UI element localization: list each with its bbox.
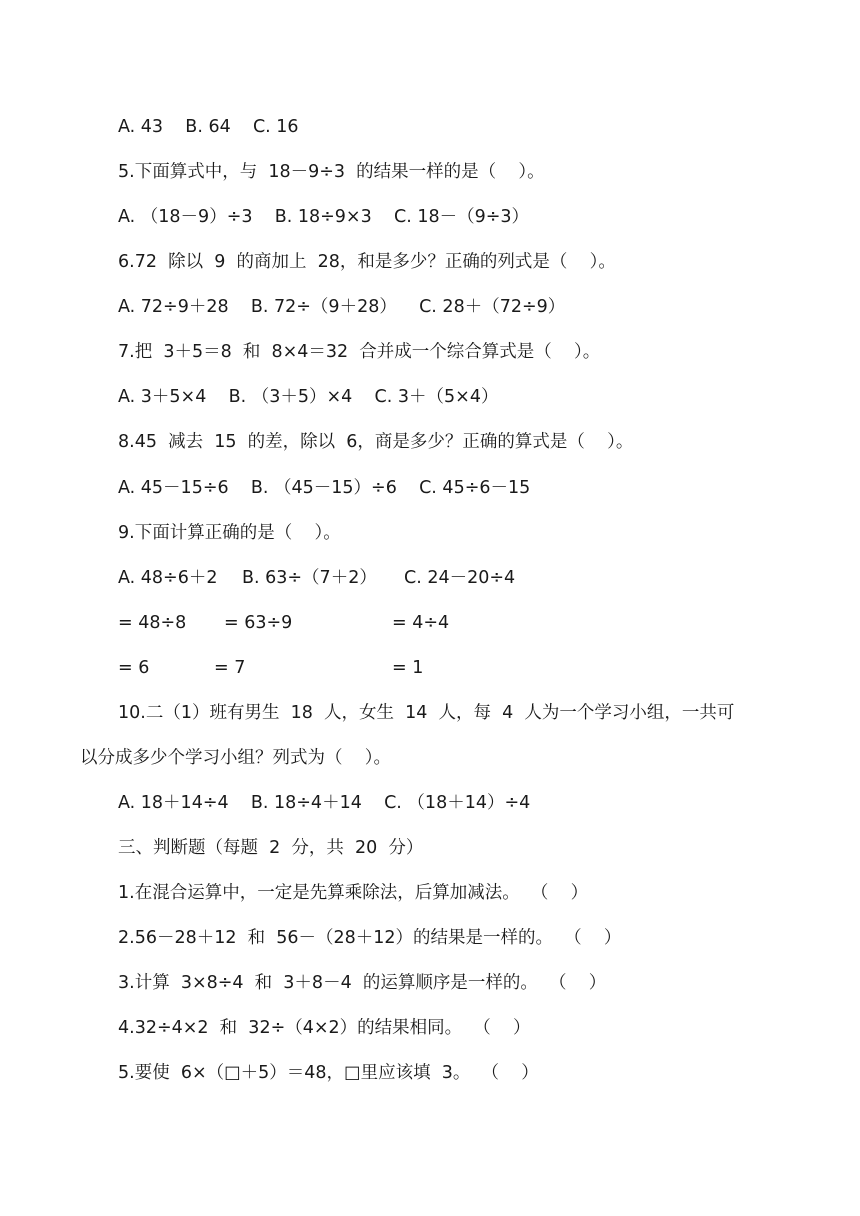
q7-options: A. 3＋5×4 B. （3＋5）×4 C. 3＋（5×4） — [118, 387, 499, 407]
q8-options: A. 45－15÷6 B. （45－15）÷6 C. 45÷6－15 — [118, 478, 531, 498]
q9-step-a2: = 6 — [118, 658, 150, 678]
judge-item-5: 5.要使 6×（□＋5）＝48，□里应该填 3。 （ ） — [118, 1063, 539, 1083]
q7-question: 7.把 3＋5＝8 和 8×4＝32 合并成一个综合算式是（ ）。 — [118, 342, 601, 362]
q9-option-b: B. 63÷（7＋2） — [242, 568, 377, 588]
q9-step-b1: = 63÷9 — [224, 613, 293, 633]
q10-question-line1: 10.二（1）班有男生 18 人，女生 14 人，每 4 人为一个学习小组，一共可 — [118, 703, 735, 723]
q9-step-b2: = 7 — [214, 658, 246, 678]
q10-question-line2: 以分成多少个学习小组？列式为（ ）。 — [80, 748, 391, 768]
judge-item-1: 1.在混合运算中，一定是先算乘除法，后算加减法。 （ ） — [118, 883, 589, 903]
q5-options: A. （18－9）÷3 B. 18÷9×3 C. 18－（9÷3） — [118, 207, 530, 227]
q6-question: 6.72 除以 9 的商加上 28，和是多少？正确的列式是（ ）。 — [118, 252, 616, 272]
q9-step-a1: = 48÷8 — [118, 613, 187, 633]
q8-question: 8.45 减去 15 的差，除以 6，商是多少？正确的算式是（ ）。 — [118, 432, 634, 452]
q6-options: A. 72÷9＋28 B. 72÷（9＋28） C. 28＋（72÷9） — [118, 297, 566, 317]
section3-title: 三、判断题（每题 2 分，共 20 分） — [118, 838, 424, 858]
q4-options: A. 43 B. 64 C. 16 — [118, 117, 299, 137]
q9-step-c2: = 1 — [392, 658, 424, 678]
judge-item-3: 3.计算 3×8÷4 和 3＋8－4 的运算顺序是一样的。 （ ） — [118, 973, 607, 993]
q5-question: 5.下面算式中，与 18－9÷3 的结果一样的是（ ）。 — [118, 162, 545, 182]
q9-option-a: A. 48÷6＋2 — [118, 568, 218, 588]
q10-options: A. 18＋14÷4 B. 18÷4＋14 C. （18＋14）÷4 — [118, 793, 531, 813]
judge-item-4: 4.32÷4×2 和 32÷（4×2）的结果相同。 （ ） — [118, 1018, 531, 1038]
q9-step-c1: = 4÷4 — [392, 613, 450, 633]
q9-question: 9.下面计算正确的是（ ）。 — [118, 523, 341, 543]
q9-option-c: C. 24－20÷4 — [404, 568, 516, 588]
judge-item-2: 2.56－28＋12 和 56－（28＋12）的结果是一样的。 （ ） — [118, 928, 622, 948]
